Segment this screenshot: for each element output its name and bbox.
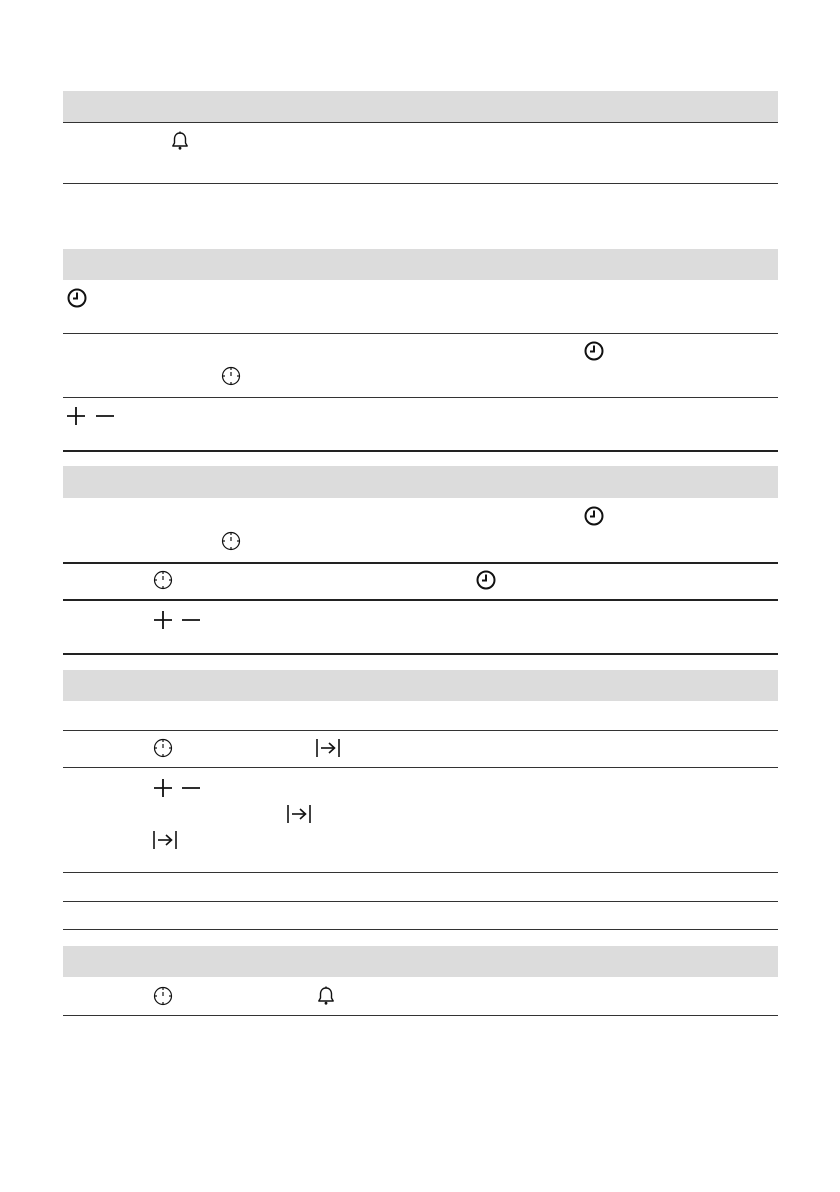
section-1-bottom-rule: [63, 183, 778, 184]
section-2-bottom-rule: [63, 450, 778, 452]
plus-icon: [152, 777, 174, 799]
section-1-header: [63, 91, 778, 122]
section-4-rule-3: [63, 872, 778, 873]
section-4-row-1: [63, 702, 778, 730]
section-4-rule-2: [63, 767, 778, 768]
bell-icon: [315, 985, 337, 1007]
section-4-rule-4: [63, 901, 778, 902]
minus-icon: [94, 405, 116, 427]
clock-icon: [475, 569, 497, 591]
section-2-rule-1: [63, 333, 778, 334]
section-2-header: [63, 249, 778, 280]
clock-outline-icon: [220, 530, 242, 552]
bell-icon: [169, 130, 191, 152]
skip-to-end-icon: [315, 737, 341, 759]
clock-icon: [583, 505, 605, 527]
minus-icon: [180, 777, 202, 799]
section-3-row-1: [63, 499, 778, 561]
section-2-row-3: [63, 399, 778, 449]
section-3-bottom-rule: [63, 653, 778, 655]
clock-outline-icon: [152, 737, 174, 759]
minus-icon: [180, 609, 202, 631]
section-4-header: [63, 670, 778, 701]
section-4-bottom-rule: [63, 929, 778, 930]
section-5-header: [63, 946, 778, 977]
clock-icon: [583, 340, 605, 362]
section-2-row-2: [63, 335, 778, 397]
skip-to-end-icon: [286, 803, 312, 825]
skip-to-end-icon: [152, 829, 178, 851]
plus-icon: [152, 609, 174, 631]
section-2-rule-2: [63, 397, 778, 398]
clock-outline-icon: [152, 985, 174, 1007]
section-1-rule: [63, 122, 778, 123]
section-4-rule-1: [63, 730, 778, 731]
section-3-header: [63, 466, 778, 498]
section-4-row-5: [63, 903, 778, 929]
section-4-row-4: [63, 874, 778, 901]
clock-outline-icon: [220, 365, 242, 387]
section-2-row-1: [63, 281, 778, 333]
clock-outline-icon: [152, 569, 174, 591]
clock-icon: [66, 287, 88, 309]
section-5-bottom-rule: [63, 1015, 778, 1016]
plus-icon: [65, 405, 87, 427]
